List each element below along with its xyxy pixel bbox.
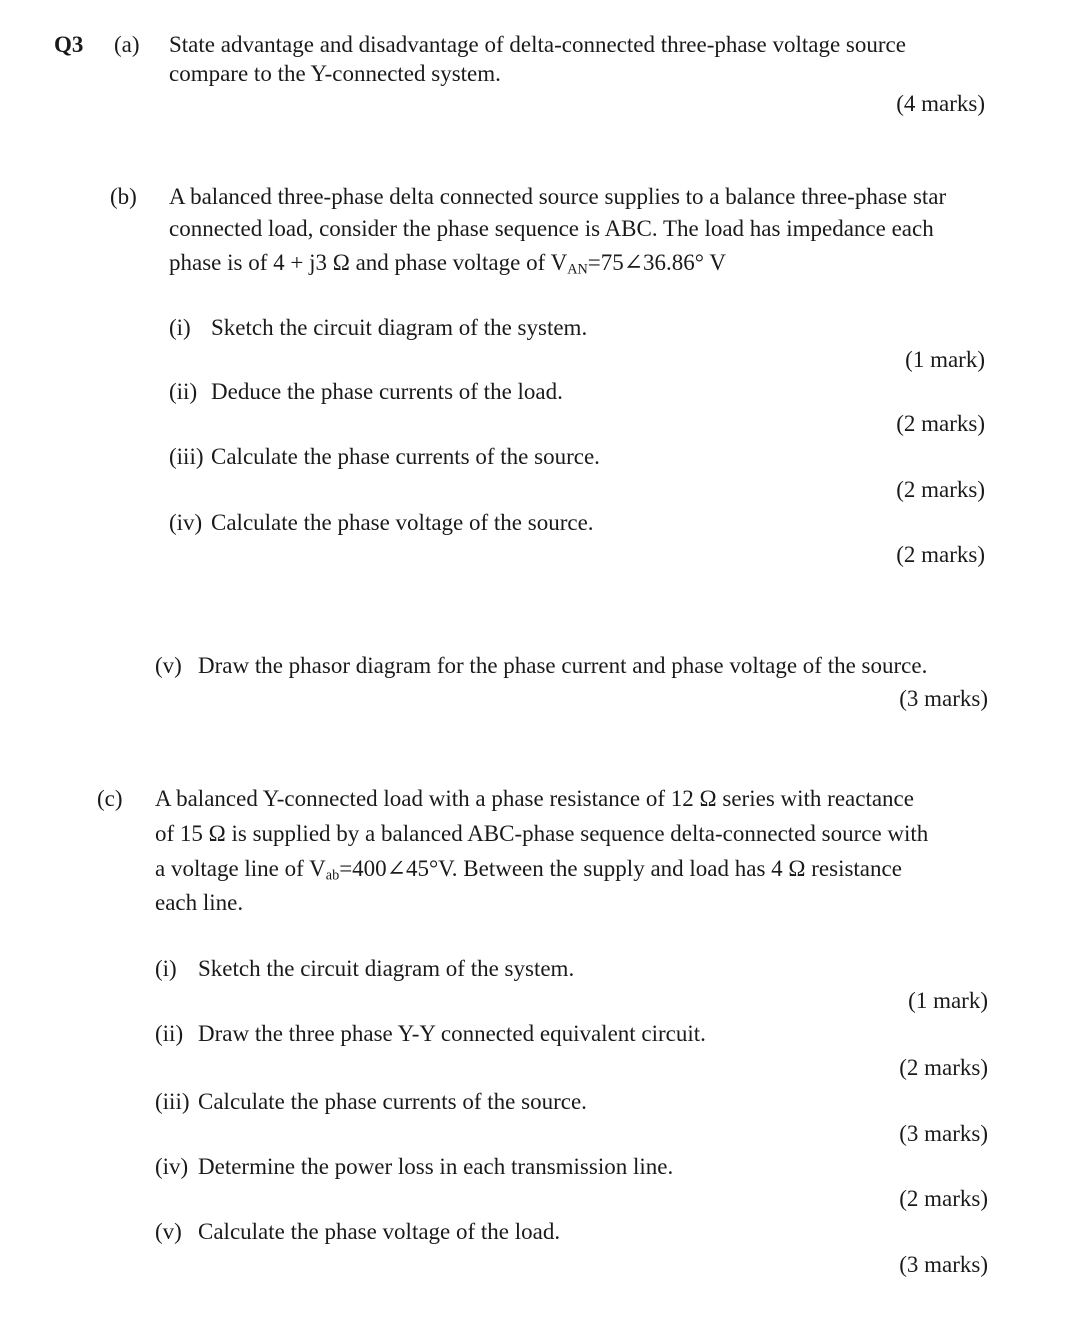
part-b-item-4-label: (iv) <box>169 510 203 535</box>
part-c-item-5-label: (v) <box>155 1219 182 1244</box>
part-b-item-4-marks: (2 marks) <box>896 542 985 567</box>
part-b-line-3-pre: phase is of 4 + j3 Ω and phase voltage of V <box>169 250 568 275</box>
part-b-item-3-text: Calculate the phase currents of the source. <box>211 444 600 469</box>
part-b-line-3 <box>169 246 726 280</box>
part-a-marks: (4 marks) <box>896 91 985 116</box>
part-c-item-3-label: (iii) <box>155 1089 190 1114</box>
part-b-item-5-text: Draw the phasor diagram for the phase current and phase voltage of the source. <box>198 653 928 678</box>
part-b-item-2-label: (ii) <box>169 379 198 404</box>
part-c-item-3-marks: (3 marks) <box>899 1121 988 1146</box>
part-c-line-3-sub: ab <box>325 867 340 884</box>
part-c-item-4-marks: (2 marks) <box>899 1186 988 1211</box>
part-b-label: (b) <box>110 184 137 209</box>
part-b-item-1-marks: (1 mark) <box>905 347 985 372</box>
part-c-line-3 <box>155 852 902 886</box>
part-c-item-4-label: (iv) <box>155 1154 189 1179</box>
part-c-line-3-pre: a voltage line of V <box>155 856 326 881</box>
part-b-item-1-text: Sketch the circuit diagram of the system. <box>211 315 588 340</box>
part-c-line-3-post: =400∠45°V. Between the supply and load has 4 Ω resistance <box>339 856 902 881</box>
part-a-line-1: State advantage and disadvantage of delta-connected three-phase voltage source <box>169 32 906 57</box>
part-b-line-2: connected load, consider the phase sequence is ABC. The load has impedance each <box>169 216 934 241</box>
part-b-line-1: A balanced three-phase delta connected source supplies to a balance three-phase star <box>169 184 947 209</box>
part-b-item-3-label: (iii) <box>169 444 204 469</box>
part-b-line-3-post: =75∠36.86° V <box>587 250 726 275</box>
part-c-item-1-text: Sketch the circuit diagram of the system. <box>198 956 575 981</box>
part-b-item-2-marks: (2 marks) <box>896 411 985 436</box>
part-b-item-4-text: Calculate the phase voltage of the source. <box>211 510 594 535</box>
part-b-item-1-label: (i) <box>169 315 191 340</box>
part-c-line-1: A balanced Y-connected load with a phase resistance of 12 Ω series with reactance <box>155 786 914 811</box>
part-c-item-4-text: Determine the power loss in each transmission line. <box>198 1154 674 1179</box>
part-c-item-2-label: (ii) <box>155 1021 184 1046</box>
part-c-line-2: of 15 Ω is supplied by a balanced ABC-phase sequence delta-connected source with <box>155 821 929 846</box>
part-b-item-5-marks: (3 marks) <box>899 686 988 711</box>
part-c-item-5-text: Calculate the phase voltage of the load. <box>198 1219 561 1244</box>
part-c-item-5-marks: (3 marks) <box>899 1252 988 1277</box>
part-c-item-3-text: Calculate the phase currents of the source. <box>198 1089 587 1114</box>
question-number: Q3 <box>54 32 84 57</box>
part-b-item-2-text: Deduce the phase currents of the load. <box>211 379 563 404</box>
part-c-item-1-marks: (1 mark) <box>908 988 988 1013</box>
part-a-label: (a) <box>114 32 140 57</box>
part-c-line-4: each line. <box>155 890 244 915</box>
part-b-item-3-marks: (2 marks) <box>896 477 985 502</box>
part-c-label: (c) <box>97 786 123 811</box>
part-c-item-2-text: Draw the three phase Y-Y connected equivalent circuit. <box>198 1021 706 1046</box>
part-c-item-2-marks: (2 marks) <box>899 1055 988 1080</box>
part-b-line-3-sub: AN <box>567 261 588 278</box>
part-a-line-2: compare to the Y-connected system. <box>169 61 501 86</box>
part-c-item-1-label: (i) <box>155 956 177 981</box>
part-b-item-5-label: (v) <box>155 653 182 678</box>
